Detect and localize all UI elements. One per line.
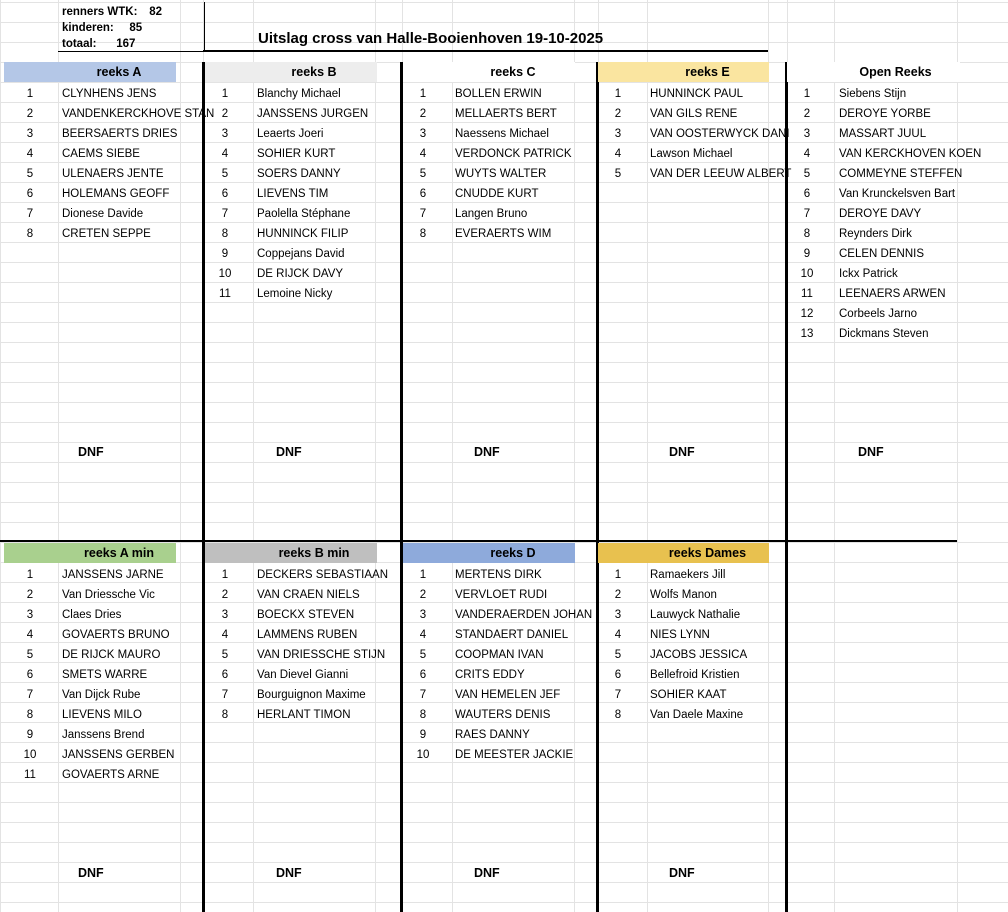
dnf-label: DNF bbox=[858, 445, 884, 459]
rank-cell[interactable]: 11 bbox=[219, 288, 231, 300]
rider-name[interactable]: Claes Dries bbox=[62, 609, 122, 621]
gridline bbox=[0, 422, 1008, 423]
rider-name[interactable]: JANSSENS GERBEN bbox=[62, 749, 175, 761]
stat-label: totaal: bbox=[62, 38, 97, 50]
rank-cell[interactable]: 8 bbox=[614, 709, 622, 721]
gridline bbox=[0, 502, 1008, 503]
stat-value: 85 bbox=[129, 22, 143, 34]
rider-name[interactable]: HOLEMANS GEOFF bbox=[62, 188, 170, 200]
rank-cell[interactable]: 2 bbox=[803, 108, 811, 120]
rank-cell[interactable]: 3 bbox=[221, 609, 229, 621]
rider-name[interactable]: CLYNHENS JENS bbox=[62, 88, 157, 100]
rider-name[interactable]: DE RIJCK DAVY bbox=[257, 268, 344, 280]
rider-name[interactable]: Langen Bruno bbox=[455, 208, 528, 220]
rank-cell[interactable]: 8 bbox=[803, 228, 811, 240]
rider-name[interactable]: VAN GILS RENE bbox=[650, 108, 738, 120]
rider-name[interactable]: MASSART JUUL bbox=[839, 128, 927, 140]
gridline bbox=[0, 882, 1008, 883]
column-separator bbox=[596, 62, 599, 912]
page-title: Uitslag cross van Halle-Booienhoven 19-10-2025 bbox=[258, 30, 604, 47]
gridline bbox=[0, 902, 1008, 903]
dnf-label: DNF bbox=[474, 866, 500, 880]
rank-cell[interactable]: 8 bbox=[221, 228, 229, 240]
rank-cell[interactable]: 3 bbox=[419, 128, 427, 140]
stat-label: renners WTK: bbox=[62, 6, 138, 18]
rider-name[interactable]: VAN DER LEEUW ALBERT bbox=[650, 168, 792, 180]
rank-cell[interactable]: 8 bbox=[419, 709, 427, 721]
rank-cell[interactable]: 1 bbox=[614, 569, 622, 581]
rank-cell[interactable]: 1 bbox=[614, 88, 622, 100]
rider-name[interactable]: DEROYE YORBE bbox=[839, 108, 931, 120]
rank-cell[interactable]: 4 bbox=[614, 148, 622, 160]
rider-name[interactable]: SOERS DANNY bbox=[257, 168, 341, 180]
rank-cell[interactable]: 6 bbox=[221, 188, 229, 200]
rank-cell[interactable]: 12 bbox=[800, 308, 814, 320]
rank-cell[interactable]: 5 bbox=[419, 168, 427, 180]
rank-cell[interactable]: 13 bbox=[800, 328, 814, 340]
series-header: reeks E bbox=[685, 65, 730, 79]
rank-cell[interactable]: 8 bbox=[419, 228, 427, 240]
gridline bbox=[574, 0, 575, 912]
section-divider bbox=[0, 540, 957, 542]
rider-name[interactable]: Van Dievel Gianni bbox=[257, 669, 349, 681]
dnf-label: DNF bbox=[276, 866, 302, 880]
gridline bbox=[0, 362, 1008, 363]
rider-name[interactable]: VANDENKERCKHOVE STAN bbox=[62, 108, 215, 120]
rider-name[interactable]: SMETS WARRE bbox=[62, 669, 148, 681]
rank-cell[interactable]: 8 bbox=[26, 709, 34, 721]
rank-cell[interactable]: 3 bbox=[221, 128, 229, 140]
rank-cell[interactable]: 7 bbox=[221, 208, 229, 220]
rank-cell[interactable]: 9 bbox=[419, 729, 427, 741]
rider-name[interactable]: VERVLOET RUDI bbox=[455, 589, 548, 601]
gridline bbox=[957, 0, 958, 912]
rider-name[interactable]: JANSSENS JURGEN bbox=[257, 108, 369, 120]
rider-name[interactable]: COMMEYNE STEFFEN bbox=[839, 168, 963, 180]
rider-name[interactable]: MELLAERTS BERT bbox=[455, 108, 557, 120]
gridline bbox=[0, 862, 1008, 863]
gridline bbox=[0, 0, 1, 912]
rank-cell[interactable]: 8 bbox=[221, 709, 229, 721]
stat-value: 82 bbox=[149, 6, 162, 18]
rank-cell[interactable]: 3 bbox=[614, 128, 622, 140]
rider-name[interactable]: CAEMS SIEBE bbox=[62, 148, 140, 160]
rank-cell[interactable]: 7 bbox=[26, 689, 34, 701]
rank-cell[interactable]: 10 bbox=[218, 268, 232, 280]
rider-name[interactable]: Bourguignon Maxime bbox=[257, 689, 366, 701]
rider-name[interactable]: Lauwyck Nathalie bbox=[650, 609, 741, 621]
rider-name[interactable]: STANDAERT DANIEL bbox=[455, 629, 569, 641]
gridline bbox=[0, 462, 1008, 463]
rank-cell[interactable]: 7 bbox=[419, 208, 427, 220]
rank-cell[interactable]: 9 bbox=[221, 248, 229, 260]
rider-name[interactable]: RAES DANNY bbox=[455, 729, 530, 741]
rider-name[interactable]: VAN CRAEN NIELS bbox=[257, 589, 360, 601]
dnf-label: DNF bbox=[474, 445, 500, 459]
gridline bbox=[834, 0, 835, 912]
rider-name[interactable]: Wolfs Manon bbox=[650, 589, 717, 601]
rank-cell[interactable]: 11 bbox=[801, 288, 813, 300]
rider-name[interactable]: CNUDDE KURT bbox=[455, 188, 539, 200]
rank-cell[interactable]: 4 bbox=[614, 629, 622, 641]
stat-label: kinderen: bbox=[62, 22, 114, 34]
rank-cell[interactable]: 9 bbox=[803, 248, 811, 260]
rider-name[interactable]: CRETEN SEPPE bbox=[62, 228, 151, 240]
rank-cell[interactable]: 3 bbox=[26, 128, 34, 140]
rank-cell[interactable]: 5 bbox=[221, 649, 229, 661]
rider-name[interactable]: Janssens Brend bbox=[62, 729, 145, 741]
rider-name[interactable]: MERTENS DIRK bbox=[455, 569, 542, 581]
rider-name[interactable]: Leaerts Joeri bbox=[257, 128, 324, 140]
rider-name[interactable]: BOECKX STEVEN bbox=[257, 609, 355, 621]
rank-cell[interactable]: 7 bbox=[419, 689, 427, 701]
rank-cell[interactable]: 4 bbox=[26, 148, 34, 160]
rider-name[interactable]: Lawson Michael bbox=[650, 148, 733, 160]
series-header: reeks A bbox=[96, 65, 142, 79]
rank-cell[interactable]: 2 bbox=[419, 108, 427, 120]
rank-cell[interactable]: 2 bbox=[614, 108, 622, 120]
rider-name[interactable]: DE RIJCK MAURO bbox=[62, 649, 161, 661]
rank-cell[interactable]: 5 bbox=[419, 649, 427, 661]
dnf-label: DNF bbox=[78, 445, 104, 459]
gridline bbox=[0, 402, 1008, 403]
rank-cell[interactable]: 7 bbox=[803, 208, 811, 220]
gridline bbox=[180, 0, 181, 912]
rank-cell[interactable]: 3 bbox=[26, 609, 34, 621]
gridline bbox=[0, 802, 1008, 803]
rank-cell[interactable]: 6 bbox=[419, 188, 427, 200]
rank-cell[interactable]: 3 bbox=[419, 609, 427, 621]
rank-cell[interactable]: 7 bbox=[26, 208, 34, 220]
rank-cell[interactable]: 5 bbox=[221, 168, 229, 180]
rank-cell[interactable]: 5 bbox=[26, 649, 34, 661]
series-header: reeks B bbox=[291, 65, 337, 79]
rider-name[interactable]: Coppejans David bbox=[257, 248, 345, 260]
rank-cell[interactable]: 2 bbox=[614, 589, 622, 601]
rider-name[interactable]: LEENAERS ARWEN bbox=[839, 288, 946, 300]
rider-name[interactable]: LAMMENS RUBEN bbox=[257, 629, 358, 641]
rider-name[interactable]: Bellefroid Kristien bbox=[650, 669, 740, 681]
rank-cell[interactable]: 10 bbox=[416, 749, 430, 761]
rank-cell[interactable]: 1 bbox=[221, 88, 229, 100]
rank-cell[interactable]: 11 bbox=[24, 769, 36, 781]
rank-cell[interactable]: 3 bbox=[803, 128, 811, 140]
rank-cell[interactable]: 4 bbox=[221, 629, 229, 641]
gridline bbox=[0, 482, 1008, 483]
gridline bbox=[0, 522, 1008, 523]
rank-cell[interactable]: 1 bbox=[26, 569, 34, 581]
rider-name[interactable]: DEROYE DAVY bbox=[839, 208, 922, 220]
rider-name[interactable]: EVERAERTS WIM bbox=[455, 228, 552, 240]
dnf-label: DNF bbox=[669, 445, 695, 459]
rider-name[interactable]: VANDERAERDEN JOHAN bbox=[455, 609, 593, 621]
gridline bbox=[647, 0, 648, 912]
rank-cell[interactable]: 4 bbox=[419, 629, 427, 641]
rank-cell[interactable]: 10 bbox=[800, 268, 814, 280]
rank-cell[interactable]: 2 bbox=[221, 589, 229, 601]
rider-name[interactable]: Van Daele Maxine bbox=[650, 709, 744, 721]
stat-value: 167 bbox=[116, 38, 136, 50]
rank-cell[interactable]: 9 bbox=[26, 729, 34, 741]
rank-cell[interactable]: 7 bbox=[614, 689, 622, 701]
rank-cell[interactable]: 1 bbox=[221, 569, 229, 581]
rank-cell[interactable]: 2 bbox=[419, 589, 427, 601]
rider-name[interactable]: WUYTS WALTER bbox=[455, 168, 547, 180]
rank-cell[interactable]: 5 bbox=[614, 168, 622, 180]
rank-cell[interactable]: 4 bbox=[419, 148, 427, 160]
rider-name[interactable]: SOHIER KURT bbox=[257, 148, 336, 160]
rank-cell[interactable]: 6 bbox=[221, 669, 229, 681]
rider-name[interactable]: CELEN DENNIS bbox=[839, 248, 924, 260]
rider-name[interactable]: VAN DRIESSCHE STIJN bbox=[257, 649, 386, 661]
rank-cell[interactable]: 3 bbox=[614, 609, 622, 621]
gridline bbox=[0, 842, 1008, 843]
rank-cell[interactable]: 6 bbox=[419, 669, 427, 681]
rank-cell[interactable]: 4 bbox=[221, 148, 229, 160]
rider-name[interactable]: VAN HEMELEN JEF bbox=[455, 689, 561, 701]
rider-name[interactable]: Van Driessche Vic bbox=[62, 589, 155, 601]
rider-name[interactable]: HERLANT TIMON bbox=[257, 709, 351, 721]
rank-cell[interactable]: 5 bbox=[614, 649, 622, 661]
series-header: reeks B min bbox=[278, 546, 350, 560]
rider-name[interactable]: ULENAERS JENTE bbox=[62, 168, 164, 180]
rider-name[interactable]: CRITS EDDY bbox=[455, 669, 525, 681]
rank-cell[interactable]: 10 bbox=[23, 749, 37, 761]
rider-name[interactable]: Siebens Stijn bbox=[839, 88, 907, 100]
rider-name[interactable]: Lemoine Nicky bbox=[257, 288, 333, 300]
series-header: Open Reeks bbox=[859, 65, 932, 79]
rank-cell[interactable]: 6 bbox=[614, 669, 622, 681]
rider-name[interactable]: SOHIER KAAT bbox=[650, 689, 727, 701]
rider-name[interactable]: COOPMAN IVAN bbox=[455, 649, 544, 661]
gridline bbox=[375, 0, 376, 912]
rider-name[interactable]: HUNNINCK FILIP bbox=[257, 228, 349, 240]
rider-name[interactable]: Reynders Dirk bbox=[839, 228, 912, 240]
gridline bbox=[0, 382, 1008, 383]
rank-cell[interactable]: 6 bbox=[26, 188, 34, 200]
rider-name[interactable]: Van Krunckelsven Bart bbox=[839, 188, 956, 200]
dnf-label: DNF bbox=[78, 866, 104, 880]
rider-name[interactable]: NIES LYNN bbox=[650, 629, 710, 641]
gridline bbox=[0, 822, 1008, 823]
rank-cell[interactable]: 1 bbox=[26, 88, 34, 100]
rank-cell[interactable]: 2 bbox=[221, 108, 229, 120]
gridline bbox=[253, 0, 254, 912]
rider-name[interactable]: BEERSAERTS DRIES bbox=[62, 128, 178, 140]
rider-name[interactable]: Paolella Stéphane bbox=[257, 208, 351, 220]
rider-name[interactable]: DE MEESTER JACKIE bbox=[455, 749, 574, 761]
dnf-label: DNF bbox=[669, 866, 695, 880]
rider-name[interactable]: JACOBS JESSICA bbox=[650, 649, 748, 661]
rider-name[interactable]: Dionese Davide bbox=[62, 208, 144, 220]
gridline bbox=[452, 0, 453, 912]
rider-name[interactable]: WAUTERS DENIS bbox=[455, 709, 551, 721]
rider-name[interactable]: VERDONCK PATRICK bbox=[455, 148, 572, 160]
rider-name[interactable]: Ramaekers Jill bbox=[650, 569, 726, 581]
title-underline bbox=[203, 50, 768, 52]
rank-cell[interactable]: 4 bbox=[26, 629, 34, 641]
rank-cell[interactable]: 2 bbox=[26, 589, 34, 601]
rider-name[interactable]: Van Dijck Rube bbox=[62, 689, 141, 701]
gridline bbox=[0, 442, 1008, 443]
rider-name[interactable]: JANSSENS JARNE bbox=[62, 569, 164, 581]
rank-cell[interactable]: 8 bbox=[26, 228, 34, 240]
rider-name[interactable]: VAN OOSTERWYCK DANI bbox=[650, 128, 790, 140]
rider-name[interactable]: Ickx Patrick bbox=[839, 268, 898, 280]
rider-name[interactable]: Corbeels Jarno bbox=[839, 308, 917, 320]
series-header: reeks C bbox=[490, 65, 536, 79]
rider-name[interactable]: LIEVENS TIM bbox=[257, 188, 329, 200]
rider-name[interactable]: GOVAERTS BRUNO bbox=[62, 629, 170, 641]
rank-cell[interactable]: 1 bbox=[803, 88, 811, 100]
rank-cell[interactable]: 5 bbox=[26, 168, 34, 180]
rider-name[interactable]: VAN KERCKHOVEN KOEN bbox=[839, 148, 982, 160]
info-box-border bbox=[58, 2, 205, 52]
rider-name[interactable]: HUNNINCK PAUL bbox=[650, 88, 744, 100]
rider-name[interactable]: GOVAERTS ARNE bbox=[62, 769, 160, 781]
series-header: reeks Dames bbox=[668, 546, 747, 560]
rider-name[interactable]: BOLLEN ERWIN bbox=[455, 88, 542, 100]
rank-cell[interactable]: 5 bbox=[803, 168, 811, 180]
rank-cell[interactable]: 1 bbox=[419, 569, 427, 581]
gridline bbox=[58, 0, 59, 912]
rider-name[interactable]: DECKERS SEBASTIAAN bbox=[257, 569, 389, 581]
rank-cell[interactable]: 6 bbox=[803, 188, 811, 200]
rider-name[interactable]: Blanchy Michael bbox=[257, 88, 341, 100]
rider-name[interactable]: Naessens Michael bbox=[455, 128, 549, 140]
dnf-label: DNF bbox=[276, 445, 302, 459]
rank-cell[interactable]: 2 bbox=[26, 108, 34, 120]
series-header: reeks D bbox=[490, 546, 536, 560]
rider-name[interactable]: LIEVENS MILO bbox=[62, 709, 142, 721]
rider-name[interactable]: Dickmans Steven bbox=[839, 328, 929, 340]
rank-cell[interactable]: 7 bbox=[221, 689, 229, 701]
series-header: reeks A min bbox=[84, 546, 154, 560]
rank-cell[interactable]: 4 bbox=[803, 148, 811, 160]
rank-cell[interactable]: 1 bbox=[419, 88, 427, 100]
rank-cell[interactable]: 6 bbox=[26, 669, 34, 681]
gridline bbox=[0, 82, 1008, 83]
